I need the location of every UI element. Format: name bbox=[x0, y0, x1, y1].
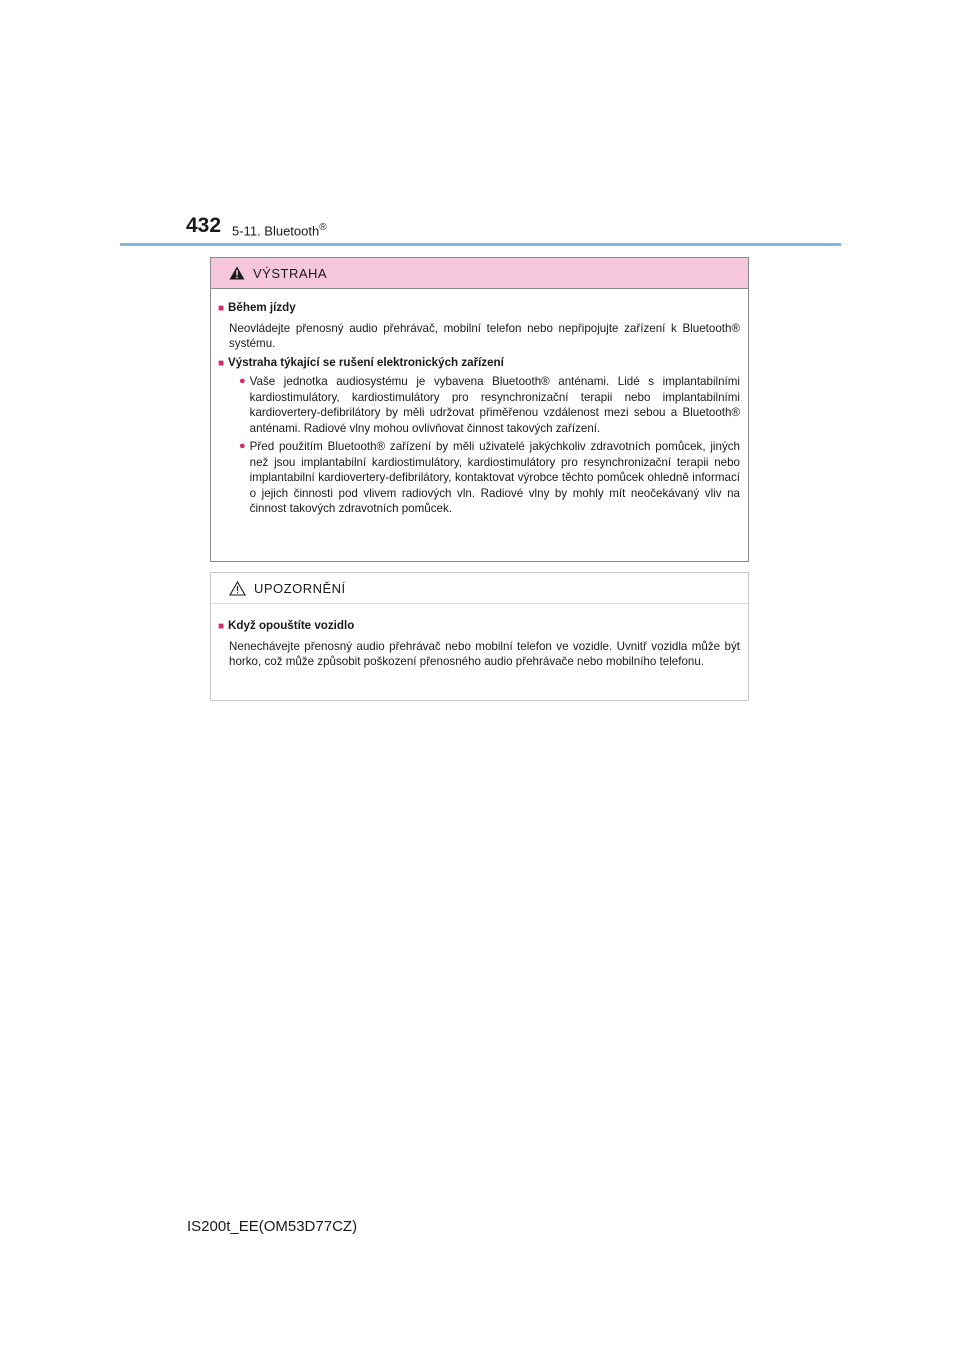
item-title-text: Když opouštíte vozidlo bbox=[228, 619, 355, 632]
section-title-text: 5-11. Bluetooth bbox=[232, 223, 320, 239]
header-rule bbox=[120, 243, 841, 246]
item-title-text: Výstraha týkající se rušení elektronických zařízení bbox=[228, 355, 504, 369]
square-marker-icon: ■ bbox=[218, 621, 225, 632]
registered-mark: ® bbox=[319, 222, 327, 233]
bullet-dot-icon: ● bbox=[239, 440, 246, 452]
caution-item-title bbox=[218, 618, 740, 635]
warning-item-text: Neovládejte přenosný audio přehrávač, mobilní telefon nebo nepřipojujte zařízení k Bluetooth® systému. bbox=[229, 321, 740, 350]
list-item bbox=[218, 439, 740, 517]
bullet-text: Před použitím Bluetooth® zařízení by měli uživatelé jakýchkoliv zdravotních pomůcek, jiných než jsou implantabilní kardiostimulátory, kardiostimulátory pro resynchronizační terapii nebo implantabilní kardiovertery-defibrilátory, kontaktovat výrobce těchto pomůcek ohledně informací o jejich činnosti pod vlivem radiových vln. Radiové vlny by mohly mít neočekávaný vliv na činnost takových zdravotních pomůcek. bbox=[249, 440, 740, 515]
item-title-text: Během jízdy bbox=[228, 301, 296, 314]
warning-box bbox=[210, 257, 749, 562]
warning-triangle-icon bbox=[229, 266, 245, 280]
caution-header bbox=[211, 573, 748, 604]
list-item bbox=[218, 374, 740, 436]
bullet-dot-icon: ● bbox=[239, 375, 246, 387]
warning-item-title bbox=[218, 300, 740, 317]
warning-header bbox=[211, 258, 748, 289]
warning-item-title bbox=[218, 355, 740, 372]
warning-label: VÝSTRAHA bbox=[253, 265, 328, 281]
caution-body bbox=[211, 604, 748, 670]
page-number: 432 bbox=[186, 214, 222, 237]
square-marker-icon: ■ bbox=[218, 357, 225, 369]
section-title bbox=[232, 222, 327, 238]
caution-label: UPOZORNĚNÍ bbox=[254, 580, 346, 596]
caution-item-text: Nenechávejte přenosný audio přehrávač nebo mobilní telefon ve vozidle. Uvnitř vozidla může být horko, což může způsobit poškození přenosného audio přehrávače nebo mobilního telefonu. bbox=[229, 639, 740, 668]
caution-box bbox=[210, 572, 749, 701]
document-code: IS200t_EE(OM53D77CZ) bbox=[187, 1218, 358, 1235]
bullet-text: Vaše jednotka audiosystému je vybavena Bluetooth® anténami. Lidé s implantabilními kardiostimulátory, kardiostimulátory pro resynchronizační terapii nebo implantabilními kardiovertery-defibrilátory by měli udržovat přiměřenou vzdálenost mezi sebou a Bluetooth® anténami. Radiové vlny mohou ovlivňovat činnost takových zařízení. bbox=[249, 375, 740, 435]
square-marker-icon: ■ bbox=[218, 303, 225, 314]
warning-body bbox=[211, 289, 748, 517]
caution-triangle-icon bbox=[229, 581, 246, 596]
